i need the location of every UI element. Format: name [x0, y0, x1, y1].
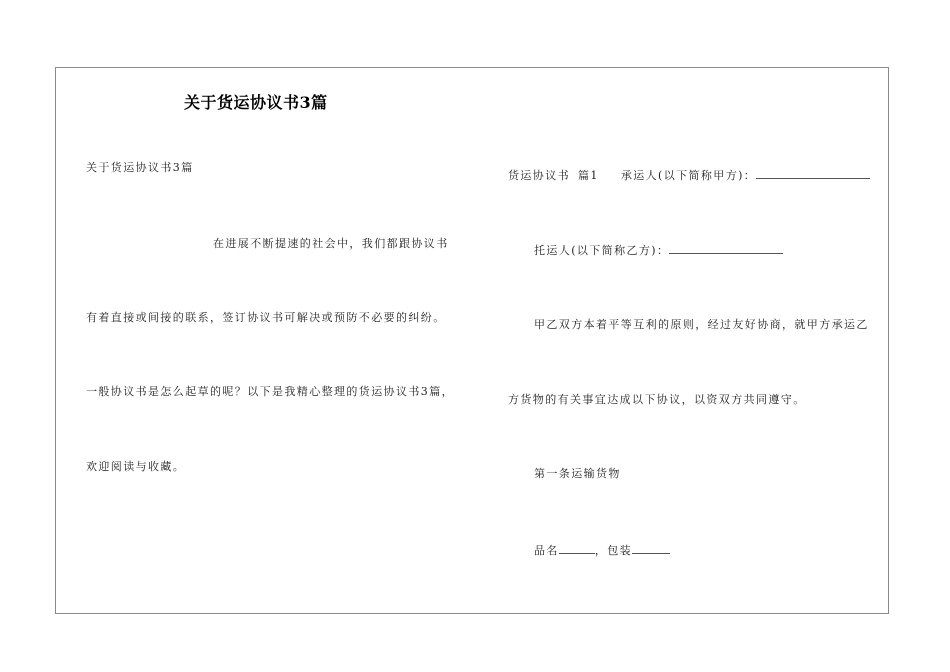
intro-line-1: 在进展不断提速的社会中，我们都跟协议书 — [213, 237, 449, 250]
party-b-label: 托运人(以下简称乙方)： — [534, 244, 670, 257]
para1-line-1: 甲乙双方本着平等互利的原则，经过友好协商，就甲方承运乙 — [534, 318, 869, 331]
page-frame — [55, 67, 889, 614]
party-a-label: 承运人(以下简称甲方)： — [620, 169, 757, 182]
product-name-label: 品名 — [534, 544, 559, 557]
party-a-blank — [756, 168, 870, 179]
para1-line-2: 方货物的有关事宜达成以下协议，以资双方共同遵守。 — [508, 393, 806, 406]
section-title: 货运协议书 — [508, 169, 570, 182]
section-number: 篇1 — [578, 169, 599, 182]
document-title: 关于货运协议书3篇 — [184, 93, 328, 112]
intro-line-3: 一般协议书是怎么起草的呢？以下是我精心整理的货运协议书3篇， — [86, 385, 454, 398]
packaging-blank — [632, 543, 670, 554]
left-subtitle: 关于货运协议书3篇 — [86, 161, 194, 174]
section-heading-row — [508, 168, 870, 183]
party-b-row — [534, 243, 783, 258]
product-name-blank — [559, 543, 595, 554]
packaging-label: ，包装 — [594, 544, 633, 557]
article-1-title: 第一条运输货物 — [534, 467, 621, 480]
intro-line-4: 欢迎阅读与收藏。 — [86, 460, 186, 473]
product-row — [534, 543, 670, 558]
intro-line-2: 有着直接或间接的联系，签订协议书可解决或预防不必要的纠纷。 — [86, 311, 446, 324]
party-b-blank — [669, 243, 783, 254]
